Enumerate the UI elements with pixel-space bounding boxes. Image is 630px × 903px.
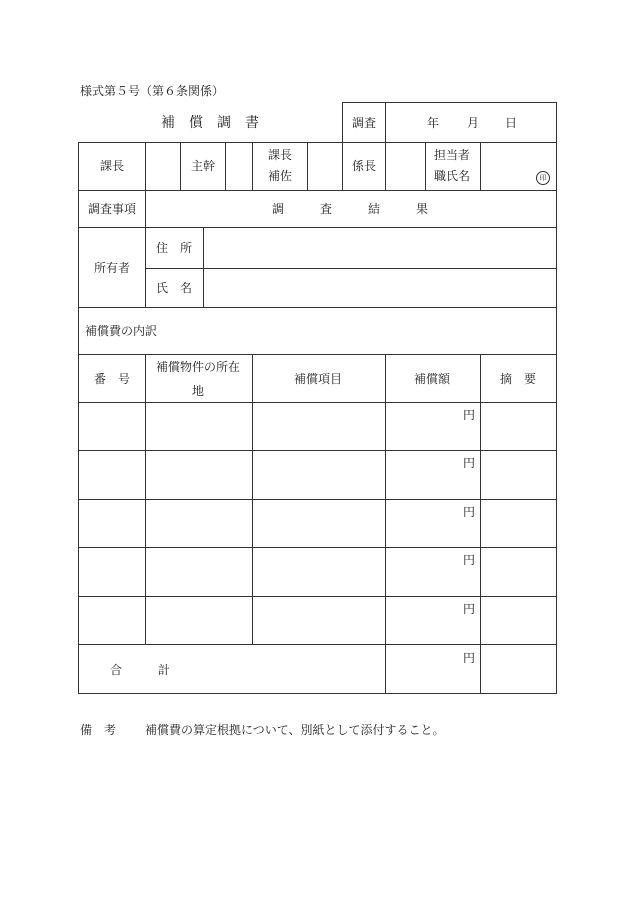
table-rule-vertical (307, 142, 308, 190)
table-rule-horizontal (145, 268, 557, 269)
table-rule-vertical (385, 102, 386, 142)
shukan-label: 主幹 (190, 159, 216, 173)
header-amount: 補償額 (413, 372, 451, 386)
table-rule-horizontal (78, 547, 557, 548)
table-rule-vertical (203, 227, 204, 307)
owner-name-label: 氏 名 (155, 281, 193, 295)
header-remarks: 摘 要 (499, 372, 537, 386)
owner-address-label: 住 所 (155, 241, 193, 255)
table-rule-vertical (385, 354, 386, 693)
note-text: 補償費の算定根拠について、別紙として添付すること。 (145, 723, 445, 737)
table-rule-vertical (252, 142, 253, 190)
table-row-yen: 円 (463, 456, 476, 470)
kacho-hosa-label-1: 課長 (267, 148, 293, 162)
table-rule-vertical (145, 142, 146, 190)
form-number-label: 様式第５号（第６条関係） (80, 84, 225, 98)
date-month: 月 (467, 116, 480, 130)
table-rule-horizontal (78, 227, 557, 228)
table-rule-vertical (556, 102, 557, 142)
tanto-label-2: 職氏名 (433, 169, 471, 183)
header-item: 補償項目 (293, 372, 343, 386)
header-location-1: 補償物件の所在 (155, 360, 241, 374)
header-number: 番 号 (93, 372, 131, 386)
total-yen: 円 (463, 651, 476, 665)
table-rule-vertical (342, 142, 343, 190)
note-label: 備 考 (80, 723, 117, 737)
table-rule-horizontal (78, 450, 557, 451)
table-row-yen: 円 (463, 408, 476, 422)
table-rule-horizontal (78, 644, 557, 645)
table-rule-vertical (480, 142, 481, 190)
table-rule-horizontal (78, 190, 557, 191)
owner-label: 所有者 (93, 261, 131, 275)
table-rule-vertical (78, 142, 79, 694)
table-rule-horizontal (78, 693, 557, 694)
table-rule-horizontal (342, 102, 557, 103)
kacho-hosa-label-2: 補佐 (267, 169, 293, 183)
table-row-yen: 円 (463, 553, 476, 567)
table-rule-vertical (180, 142, 181, 190)
table-rule-horizontal (78, 596, 557, 597)
total-label: 合 計 (110, 663, 171, 677)
table-rule-vertical (342, 102, 343, 142)
survey-label: 調査 (351, 116, 377, 130)
table-rule-vertical (425, 142, 426, 190)
table-row-yen: 円 (463, 602, 476, 616)
table-rule-vertical (145, 227, 146, 307)
header-location-2: 地 (191, 384, 205, 398)
date-day: 日 (505, 116, 518, 130)
kakaricho-label: 係長 (351, 159, 377, 173)
table-rule-horizontal (78, 354, 557, 355)
seal-icon: 印 (536, 171, 550, 185)
survey-result-label: 調 査 結 果 (271, 202, 429, 216)
table-rule-horizontal (78, 499, 557, 500)
table-rule-vertical (145, 190, 146, 227)
table-rule-vertical (480, 354, 481, 693)
table-rule-vertical (225, 142, 226, 190)
kacho-label: 課長 (99, 159, 125, 173)
breakdown-label: 補償費の内訳 (85, 324, 158, 338)
table-rule-vertical (385, 142, 386, 190)
survey-item-label: 調査事項 (87, 202, 137, 216)
table-rule-horizontal (78, 307, 557, 308)
date-year: 年 (427, 116, 440, 130)
table-rule-vertical (556, 142, 557, 694)
form-title: 補 償 調 書 (161, 115, 259, 131)
table-rule-horizontal (78, 142, 557, 143)
tanto-label-1: 担当者 (433, 148, 471, 162)
table-rule-horizontal (78, 402, 557, 403)
table-row-yen: 円 (463, 505, 476, 519)
